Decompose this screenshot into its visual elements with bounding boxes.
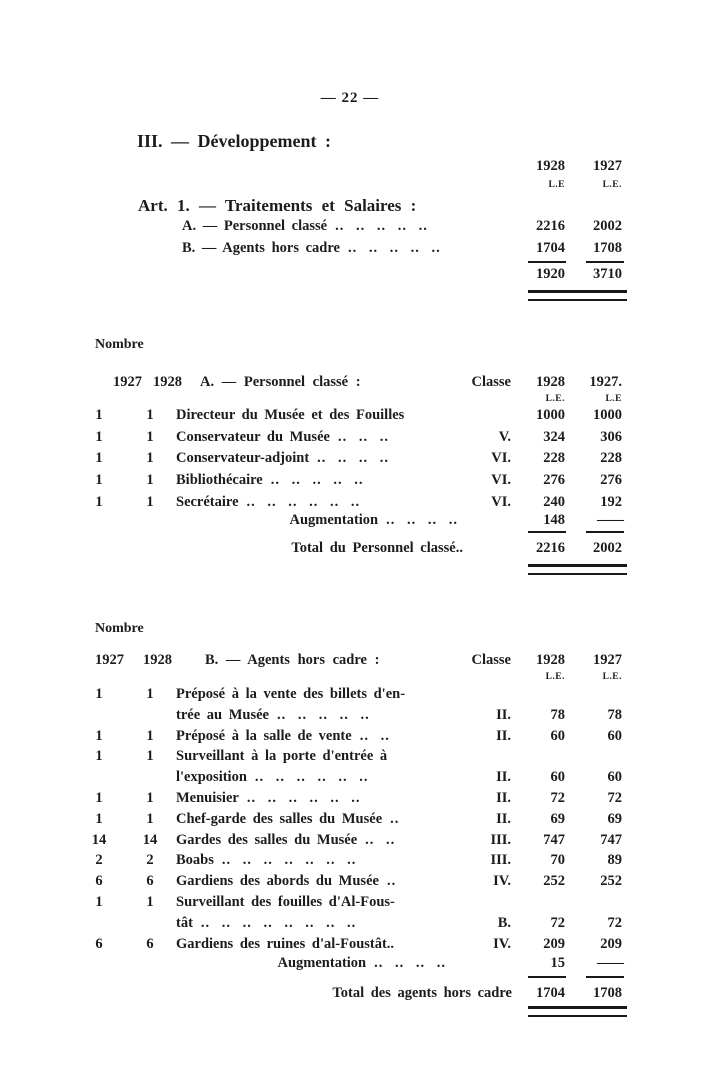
value-1927: 72 [607,914,622,931]
table-row [0,686,720,707]
count-1927: 6 [95,935,103,952]
classe-value: II. [496,706,511,723]
dot-leader: .. .. .. .. [386,512,458,528]
count-1928: 1 [146,428,154,445]
table-b-total-row [0,985,720,1003]
col-header-1928: 1928 [143,652,172,668]
row-label: Menuisier .. .. .. .. .. .. [176,789,361,806]
table-b-header [0,652,720,670]
row-label: Conservateur-adjoint .. .. .. .. [176,450,390,467]
total-rule-1927 [586,976,624,978]
count-1928: 1 [146,450,154,467]
row-label: Conservateur du Musée .. .. .. [176,428,389,445]
count-1927: 2 [95,852,103,869]
count-1928: 6 [146,935,154,952]
dot-leader: .. .. .. .. .. [270,472,364,489]
row-label: trée au Musée .. .. .. .. .. [176,706,370,723]
year-1928-label: 1928 [536,158,565,174]
classe-value: VI. [491,450,511,467]
col-header-1927: 1927 [113,374,142,390]
table-a-total-row [0,540,720,558]
count-1928: 1 [146,472,154,489]
value-1928: 148 [543,512,565,528]
count-1928: 1 [146,789,154,806]
classe-value: II. [496,789,511,806]
count-1927: 1 [95,407,103,423]
count-1927: 1 [95,748,103,765]
table-row [0,728,720,749]
total-1927: 2002 [593,540,622,556]
value-1928: 240 [543,493,565,510]
double-rule [528,1006,627,1017]
total-rule-1927 [586,531,624,533]
count-1927: 1 [95,727,103,744]
nil-dash-1927: —— [597,512,622,528]
count-1928: 1 [146,407,154,423]
currency-unit-1928: L.E. [545,672,565,682]
value-1928: 2216 [536,218,565,234]
value-1928: 209 [543,935,565,952]
value-1928: 69 [550,810,565,827]
table-row [0,873,720,894]
total-1928: 1920 [536,266,565,282]
summary-row-label: A. — Personnel classé .. .. .. .. .. [182,218,428,234]
count-1928: 1 [146,748,154,765]
value-1928: 252 [543,873,565,890]
count-1927: 1 [95,472,103,489]
count-1927: 1 [95,450,103,467]
total-1928: 1704 [536,985,565,1001]
classe-value: II. [496,727,511,744]
value-1928: 324 [543,428,565,445]
table-row [0,790,720,811]
section-title: III. — Développement : [137,131,331,151]
col-header-1928: 1928 [153,374,182,390]
value-1927: 72 [607,789,622,806]
total-1927: 1708 [593,985,622,1001]
table-row [0,769,720,790]
count-1927: 1 [95,493,103,510]
value-1928: 60 [550,727,565,744]
nil-dash-1927: —— [597,955,622,971]
classe-value: VI. [491,472,511,489]
row-label: Surveillant des fouilles d'Al-Fous- [176,893,395,910]
table-row [0,707,720,728]
dot-leader: .. .. .. .. .. .. .. [221,852,357,869]
table-row [0,407,720,429]
row-label: Gardiens des ruines d'al-Foustât.. [176,935,395,952]
dot-leader: .. [390,810,400,827]
value-1927: 1708 [593,240,622,256]
dot-leader: .. .. .. .. .. .. [254,769,369,786]
table-row [0,429,720,451]
currency-unit-1927: L.E. [602,180,622,190]
count-1928: 6 [146,873,154,890]
total-label: Total du Personnel classé.. [291,540,463,556]
dot-leader: .. [386,873,397,890]
summary-row [0,218,720,236]
classe-value: II. [496,769,511,786]
summary-row-label: B. — Agents hors cadre .. .. .. .. .. [182,240,441,256]
row-label: Directeur du Musée et des Fouilles [176,407,405,423]
value-1927: 69 [607,810,622,827]
count-1928: 1 [146,893,154,910]
classe-value: III. [490,852,511,869]
row-label: Gardes des salles du Musée .. .. [176,831,396,848]
count-1928: 1 [146,727,154,744]
value-1927: 306 [600,428,622,445]
dot-leader: .. .. [365,831,396,848]
value-1927: 2002 [593,218,622,234]
classe-value: VI. [491,493,511,510]
count-1927: 1 [95,789,103,806]
count-1927: 1 [95,893,103,910]
count-1927: 1 [95,686,103,702]
total-1927: 3710 [593,266,622,282]
dot-leader: .. .. .. .. [374,955,446,971]
double-rule [528,564,627,575]
value-1927: 252 [600,873,622,890]
total-1928: 2216 [536,540,565,556]
col-header-y1928: 1928 [536,374,565,390]
row-label: Préposé à la salle de vente .. .. [176,727,390,744]
table-b-title: B. — Agents hors cadre : [205,652,380,668]
value-1928: 228 [543,450,565,467]
dot-leader: .. .. .. .. .. .. [246,493,361,510]
table-a-header [0,374,720,392]
value-1928: 1000 [536,407,565,423]
total-label: Total des agents hors cadre [332,985,512,1001]
count-1928: 14 [142,831,158,848]
dot-leader: .. .. .. .. .. [276,706,370,723]
table-row [0,832,720,853]
augmentation-label: Augmentation .. .. .. .. [277,955,446,971]
row-label: Préposé à la vente des billets d'en- [176,686,406,702]
article-title: Art. 1. — Traitements et Salaires : [138,196,417,215]
value-1927: 276 [600,472,622,489]
nombre-label: Nombre [95,621,144,636]
value-1927: 209 [600,935,622,952]
table-a-rows [0,407,720,515]
summary-row [0,240,720,258]
count-1928: 1 [146,493,154,510]
value-1927: 1000 [593,407,622,423]
classe-value: IV. [493,935,511,952]
classe-value: III. [490,831,511,848]
value-1927: 60 [607,727,622,744]
dot-leader: .. .. .. .. .. .. .. .. [200,914,357,931]
value-1928: 1704 [536,240,565,256]
value-1928: 276 [543,472,565,489]
row-label: Secrétaire .. .. .. .. .. .. [176,493,361,510]
total-rule-1927 [586,261,624,263]
value-1927: 192 [600,493,622,510]
table-row [0,748,720,769]
classe-value: II. [496,810,511,827]
count-1928: 2 [146,852,154,869]
row-label: l'exposition .. .. .. .. .. .. [176,769,369,786]
page-number: — 22 — [320,90,380,106]
dot-leader: .. .. .. .. .. [347,240,441,256]
classe-value: B. [497,914,511,931]
col-header-classe: Classe [471,374,511,390]
col-header-y1928: 1928 [536,652,565,668]
value-1928: 72 [550,789,565,806]
count-1927: 14 [91,831,107,848]
classe-value: V. [498,428,511,445]
count-1927: 6 [95,873,103,890]
value-1928: 70 [550,852,565,869]
augmentation-label: Augmentation .. .. .. .. [289,512,458,528]
dot-leader: .. .. .. .. [317,450,390,467]
value-1928: 72 [550,914,565,931]
table-row [0,472,720,494]
table-b-rows [0,686,720,956]
col-header-1927: 1927 [95,652,124,668]
table-row [0,450,720,472]
year-1927-label: 1927 [593,158,622,174]
value-1928: 15 [550,955,565,971]
value-1927: 747 [600,831,622,848]
currency-unit-1927: L.E. [602,672,622,682]
dot-leader: .. .. .. .. .. .. [246,789,361,806]
dot-leader: .. .. .. [337,428,389,445]
value-1928: 747 [543,831,565,848]
row-label: Bibliothécaire .. .. .. .. .. [176,472,364,489]
count-1927: 1 [95,428,103,445]
count-1928: 1 [146,686,154,702]
row-label: Gardiens des abords du Musée .. [176,873,397,890]
total-rule-1928 [528,531,566,533]
value-1928: 78 [550,706,565,723]
currency-unit-1928: L.E. [545,394,565,404]
count-1928: 1 [146,810,154,827]
table-a-title: A. — Personnel classé : [200,374,361,390]
dot-leader: .. .. [359,727,390,744]
summary-year-header [0,158,720,176]
augmentation-row [0,955,720,973]
col-header-classe: Classe [471,652,511,668]
value-1927: 89 [607,852,622,869]
summary-total-row [0,266,720,284]
col-header-y1927: 1927 [593,652,622,668]
total-rule-1928 [528,976,566,978]
currency-unit-1927: L.E [605,394,622,404]
count-1927: 1 [95,810,103,827]
classe-value: IV. [493,873,511,890]
currency-unit-1928: L.E [548,180,565,190]
double-rule [528,290,627,301]
value-1928: 60 [550,769,565,786]
nombre-label: Nombre [95,337,144,352]
table-row [0,811,720,832]
row-label: Chef-garde des salles du Musée .. [176,810,400,827]
row-label: Boabs .. .. .. .. .. .. .. [176,852,357,869]
table-row [0,894,720,915]
table-row [0,852,720,873]
table-row [0,915,720,936]
dot-leader: .. .. .. .. .. [335,218,428,234]
row-label: tât .. .. .. .. .. .. .. .. [176,914,357,931]
row-label: Surveillant à la porte d'entrée à [176,748,388,765]
value-1927: 60 [607,769,622,786]
value-1927: 78 [607,706,622,723]
augmentation-row [0,512,720,530]
total-rule-1928 [528,261,566,263]
col-header-y1927: 1927. [589,374,622,390]
value-1927: 228 [600,450,622,467]
table-row [0,936,720,957]
